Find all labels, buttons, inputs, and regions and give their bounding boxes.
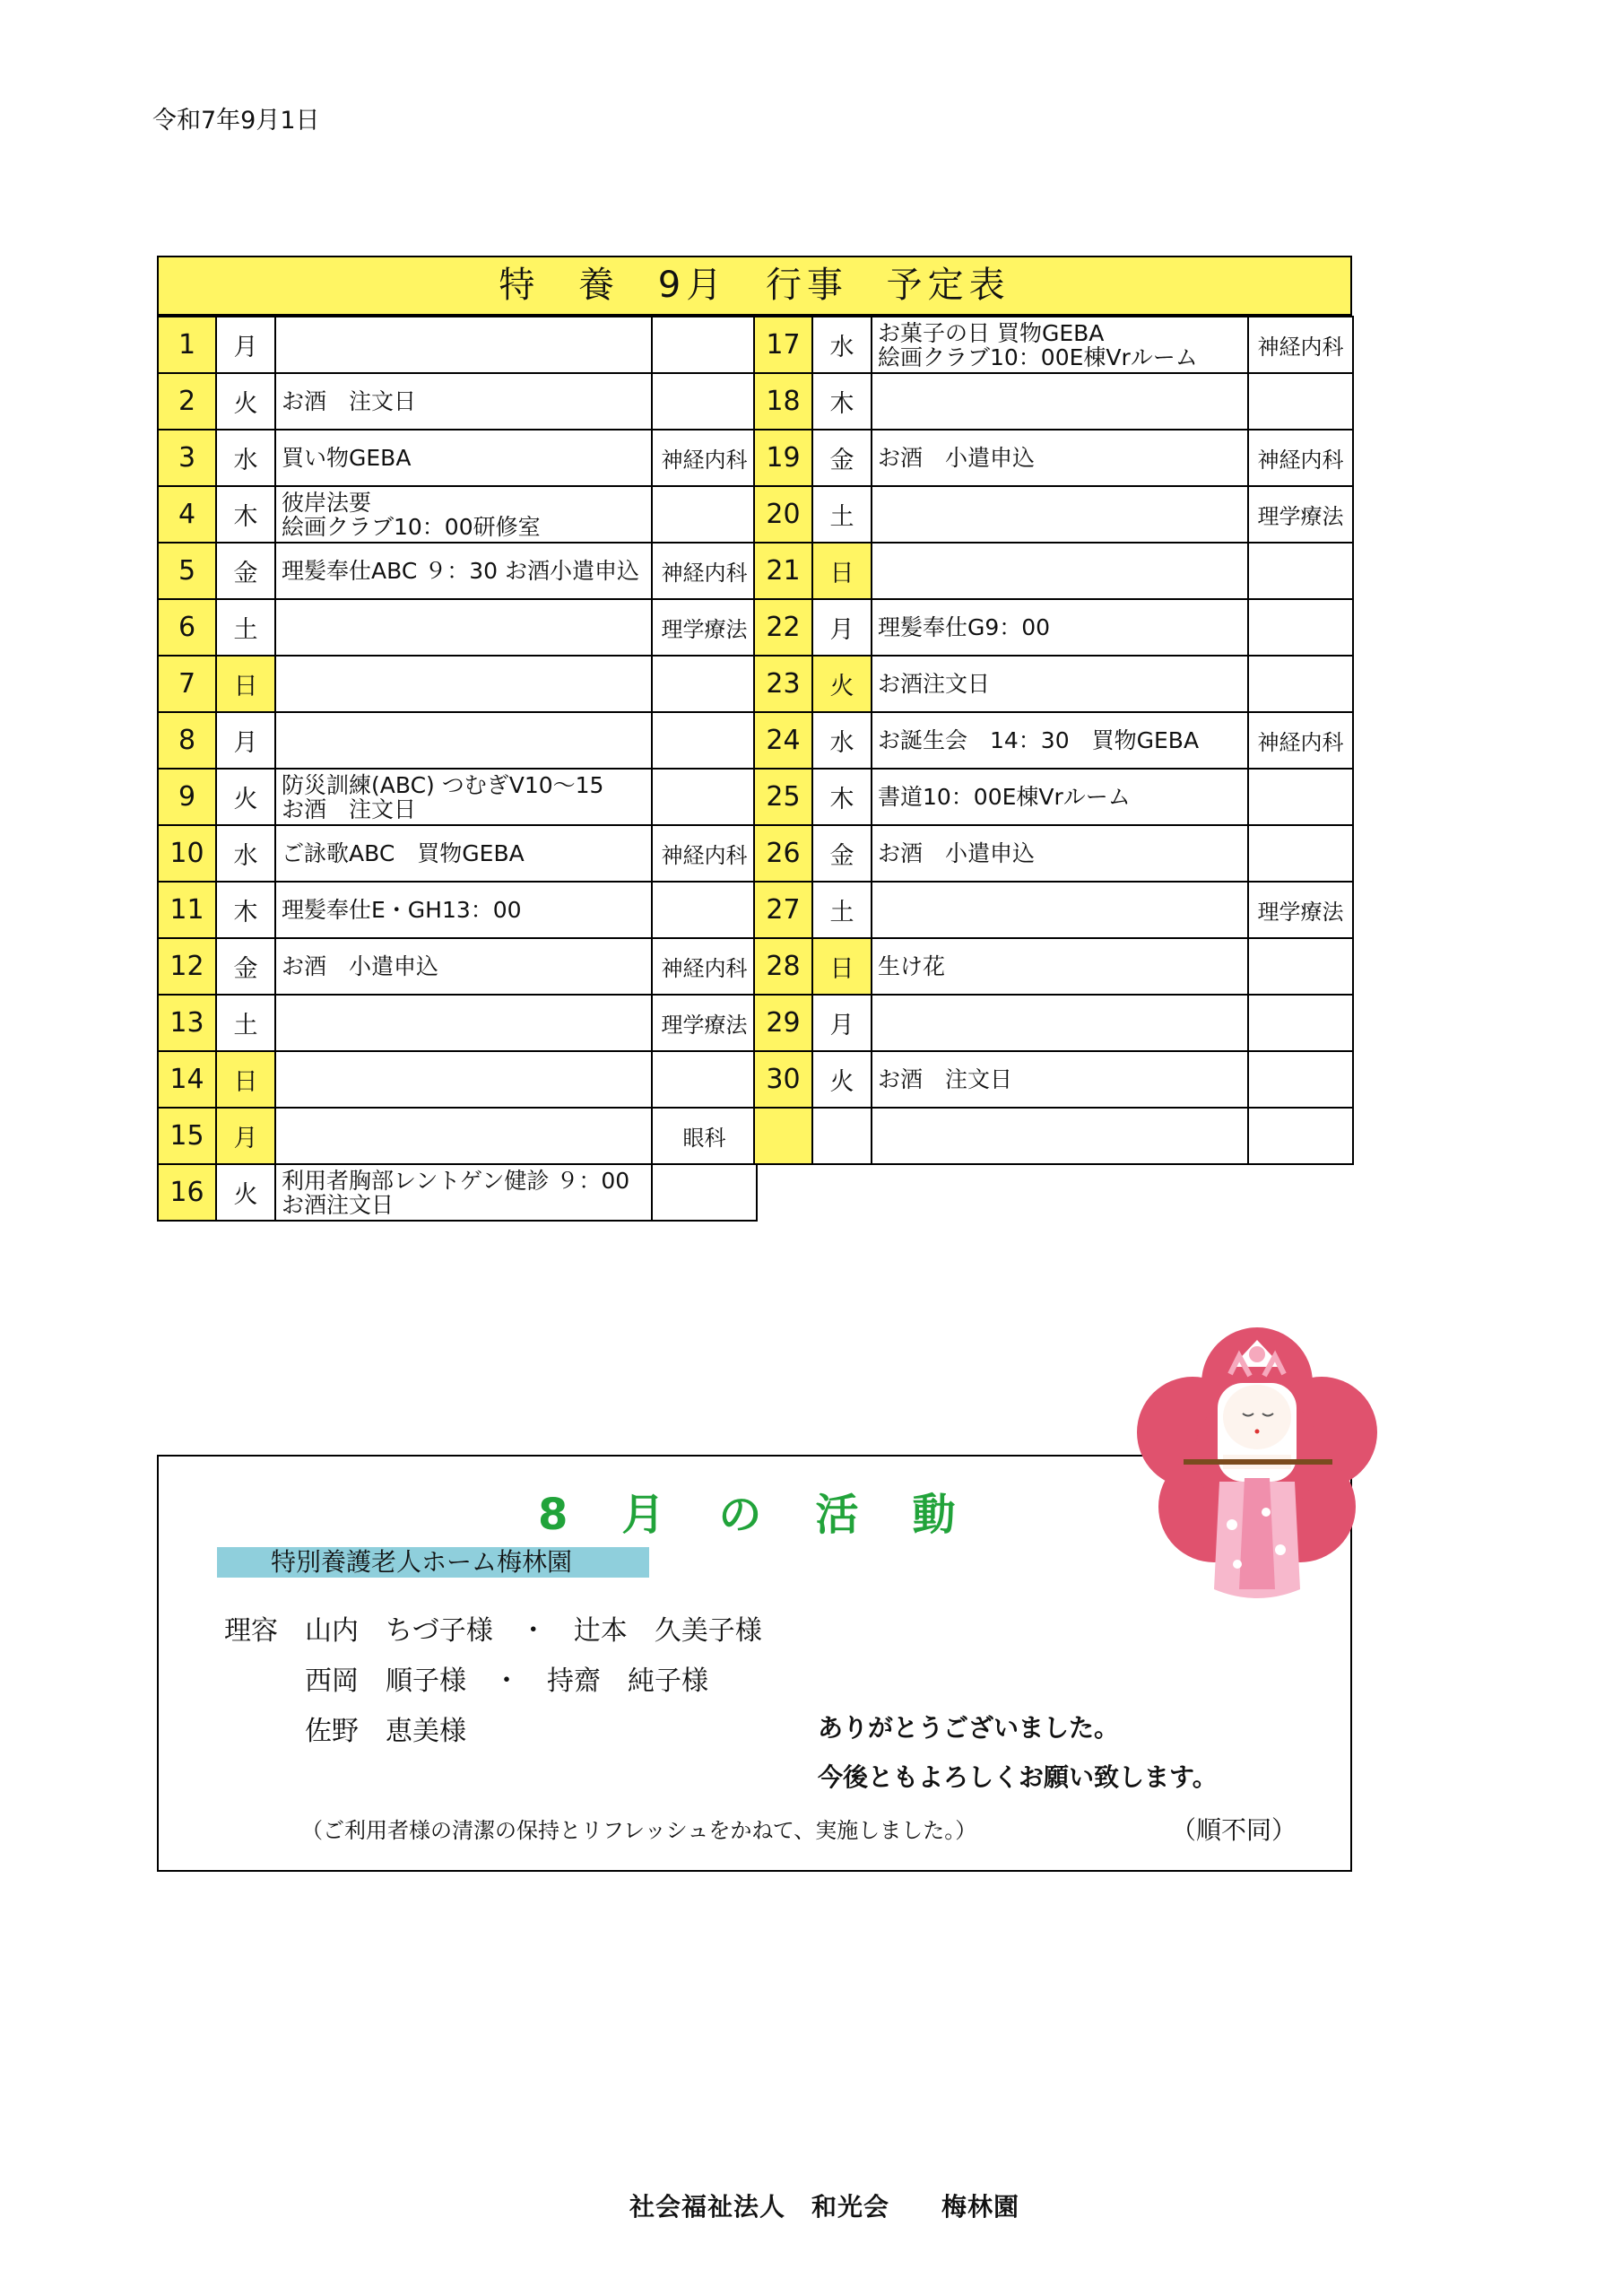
- day-of-week: 月: [812, 599, 872, 656]
- day-number: 13: [158, 995, 216, 1051]
- plum-doll-illustration: [1132, 1320, 1383, 1616]
- event-line: お酒注文日: [878, 672, 991, 696]
- day-of-week: 月: [216, 1108, 275, 1164]
- event-cell: [872, 712, 1248, 769]
- day-number: 22: [754, 599, 812, 656]
- day-of-week: 木: [812, 373, 872, 430]
- day-of-week: 火: [216, 373, 275, 430]
- event-cell: [872, 1108, 1248, 1164]
- medical-visit: [652, 373, 757, 430]
- medical-visit: [652, 1051, 757, 1108]
- event-line: お酒注文日: [282, 1192, 395, 1217]
- day-of-week: 水: [216, 825, 275, 882]
- event-cell: [872, 1051, 1248, 1108]
- activities-title-part: 動: [912, 1490, 958, 1540]
- day-of-week: 日: [812, 938, 872, 995]
- medical-visit: 理学療法: [652, 995, 757, 1051]
- medical-visit: [652, 317, 757, 373]
- day-number: 19: [754, 430, 812, 486]
- medical-visit: 眼科: [652, 1108, 757, 1164]
- day-of-week: 土: [216, 599, 275, 656]
- participants-line-1: 理容 山内 ちづ子様 ・ 辻本 久美子様: [224, 1615, 762, 1647]
- day-number: 29: [754, 995, 812, 1051]
- medical-visit: [652, 486, 757, 543]
- schedule-row: [754, 995, 1353, 1051]
- day-number: 18: [754, 373, 812, 430]
- medical-visit: 理学療法: [1248, 882, 1353, 938]
- event-line: 彼岸法要: [282, 490, 372, 515]
- event-line: 理髪奉仕G9：00: [878, 615, 1051, 639]
- schedule-row: [754, 1108, 1353, 1164]
- medical-visit: [1248, 543, 1353, 599]
- event-cell: [275, 599, 652, 656]
- event-cell: [872, 656, 1248, 712]
- day-of-week: 火: [216, 1164, 275, 1221]
- medical-visit: [652, 712, 757, 769]
- day-of-week: 日: [216, 1051, 275, 1108]
- activities-title-part: 8: [538, 1490, 570, 1540]
- medical-visit: [652, 769, 757, 825]
- event-line: お酒 注文日: [282, 796, 417, 822]
- title-part: 養: [578, 265, 620, 306]
- event-cell: [275, 486, 652, 543]
- day-number: 17: [754, 317, 812, 373]
- activities-title-part: 活: [815, 1490, 861, 1540]
- day-number: 2: [158, 373, 216, 430]
- event-cell: [275, 1164, 652, 1221]
- event-cell: [275, 938, 652, 995]
- day-of-week: 日: [812, 543, 872, 599]
- day-of-week: 土: [812, 882, 872, 938]
- day-number: 30: [754, 1051, 812, 1108]
- medical-visit: [652, 1164, 757, 1221]
- event-cell: [275, 373, 652, 430]
- event-cell: [275, 995, 652, 1051]
- medical-visit: [1248, 769, 1353, 825]
- day-of-week: 土: [812, 486, 872, 543]
- event-cell: [275, 543, 652, 599]
- event-line: ご詠歌ABC 買物GEBA: [282, 841, 525, 865]
- event-line: お酒 注文日: [878, 1067, 1013, 1091]
- day-number: 27: [754, 882, 812, 938]
- event-line: お酒 注文日: [282, 389, 417, 413]
- schedule-row: [754, 769, 1353, 825]
- medical-visit: [1248, 1051, 1353, 1108]
- medical-visit: [1248, 373, 1353, 430]
- event-cell: [275, 430, 652, 486]
- event-line: 生け花: [878, 954, 946, 978]
- day-of-week: 火: [216, 769, 275, 825]
- event-cell: [872, 825, 1248, 882]
- event-line: お酒 小遣申込: [878, 446, 1036, 470]
- medical-visit: [1248, 1108, 1353, 1164]
- event-line: 利用者胸部レントゲン健診 ９：00: [282, 1168, 630, 1193]
- medical-visit: 理学療法: [1248, 486, 1353, 543]
- event-cell: [872, 882, 1248, 938]
- event-cell: [275, 712, 652, 769]
- day-of-week: 木: [812, 769, 872, 825]
- day-of-week: 月: [216, 317, 275, 373]
- day-number: 24: [754, 712, 812, 769]
- medical-visit: [652, 882, 757, 938]
- event-cell: [275, 825, 652, 882]
- medical-visit: 神経内科: [1248, 317, 1353, 373]
- schedule-row: [754, 825, 1353, 882]
- medical-visit: 神経内科: [652, 938, 757, 995]
- event-cell: [275, 882, 652, 938]
- event-line: お誕生会 14：30 買物GEBA: [878, 728, 1200, 752]
- event-cell: [275, 656, 652, 712]
- schedule-row: [158, 373, 757, 430]
- event-line: 理髪奉仕E・GH13：00: [282, 898, 522, 922]
- schedule-row: [754, 1051, 1353, 1108]
- schedule-row: [754, 882, 1353, 938]
- event-line: お酒 小遣申込: [282, 954, 439, 978]
- event-cell: [275, 1108, 652, 1164]
- day-of-week: 木: [216, 486, 275, 543]
- day-of-week: 金: [216, 938, 275, 995]
- medical-visit: 理学療法: [652, 599, 757, 656]
- medical-visit: [1248, 825, 1353, 882]
- event-line: お菓子の日 買物GEBA: [878, 320, 1105, 345]
- schedule-row: [754, 430, 1353, 486]
- day-of-week: 火: [812, 656, 872, 712]
- organization-footer: 社会福祉法人 和光会 梅林園: [629, 2192, 1020, 2222]
- schedule-row: [158, 1164, 757, 1221]
- title-part: 9月: [657, 265, 728, 306]
- schedule-row: [754, 486, 1353, 543]
- schedule-row: [158, 656, 757, 712]
- schedule-row: [754, 656, 1353, 712]
- day-number: 14: [158, 1051, 216, 1108]
- continued-support-message: 今後ともよろしくお願い致します。: [818, 1762, 1218, 1792]
- activities-title-part: の: [718, 1490, 764, 1540]
- facility-label: 特別養護老人ホーム梅林園: [217, 1547, 649, 1578]
- day-of-week: 月: [216, 712, 275, 769]
- medical-visit: [1248, 995, 1353, 1051]
- medical-visit: 神経内科: [652, 430, 757, 486]
- schedule-title: [157, 256, 1352, 316]
- medical-visit: 神経内科: [652, 825, 757, 882]
- day-of-week: [812, 1108, 872, 1164]
- day-of-week: 水: [216, 430, 275, 486]
- medical-visit: [652, 656, 757, 712]
- day-of-week: 木: [216, 882, 275, 938]
- activity-note: （ご利用者様の清潔の保持とリフレッシュをかねて、実施しました。）: [301, 1818, 977, 1843]
- event-cell: [872, 599, 1248, 656]
- event-line: 絵画クラブ10：00E棟Vrルーム: [878, 344, 1198, 370]
- schedule-left-column: [157, 316, 758, 1222]
- event-line: 防災訓練(ABC) つむぎV10～15: [282, 772, 604, 797]
- day-of-week: 日: [216, 656, 275, 712]
- schedule-row: [158, 882, 757, 938]
- day-number: 20: [754, 486, 812, 543]
- title-part: 特: [499, 265, 541, 306]
- title-part: 行事: [765, 265, 848, 306]
- schedule-row: [158, 1108, 757, 1164]
- day-number: 11: [158, 882, 216, 938]
- issue-date: 令和7年9月1日: [152, 107, 320, 135]
- event-line: お酒 小遣申込: [878, 841, 1036, 865]
- medical-visit: 神経内科: [1248, 430, 1353, 486]
- day-number: 16: [158, 1164, 216, 1221]
- day-of-week: 土: [216, 995, 275, 1051]
- schedule-table: [157, 256, 1352, 1281]
- medical-visit: [1248, 599, 1353, 656]
- schedule-row: [158, 769, 757, 825]
- day-of-week: 水: [812, 317, 872, 373]
- day-number: 3: [158, 430, 216, 486]
- day-of-week: 月: [812, 995, 872, 1051]
- schedule-row: [754, 938, 1353, 995]
- activities-title-part: 月: [621, 1490, 667, 1540]
- medical-visit: 神経内科: [652, 543, 757, 599]
- event-cell: [872, 995, 1248, 1051]
- medical-visit: 神経内科: [1248, 712, 1353, 769]
- schedule-row: [158, 430, 757, 486]
- day-number: [754, 1108, 812, 1164]
- event-cell: [872, 769, 1248, 825]
- day-number: 21: [754, 543, 812, 599]
- event-cell: [872, 373, 1248, 430]
- schedule-row: [158, 486, 757, 543]
- medical-visit: [1248, 938, 1353, 995]
- day-number: 10: [158, 825, 216, 882]
- schedule-row: [158, 543, 757, 599]
- schedule-right-column: [753, 316, 1354, 1165]
- event-cell: [872, 317, 1248, 373]
- day-number: 6: [158, 599, 216, 656]
- day-number: 25: [754, 769, 812, 825]
- event-cell: [275, 317, 652, 373]
- day-number: 23: [754, 656, 812, 712]
- medical-visit: [1248, 656, 1353, 712]
- day-number: 4: [158, 486, 216, 543]
- event-line: 絵画クラブ10：00研修室: [282, 514, 541, 539]
- schedule-row: [158, 825, 757, 882]
- event-cell: [275, 1051, 652, 1108]
- event-cell: [872, 938, 1248, 995]
- day-number: 12: [158, 938, 216, 995]
- event-line: 書道10：00E棟Vrルーム: [878, 785, 1131, 809]
- day-number: 5: [158, 543, 216, 599]
- schedule-row: [158, 599, 757, 656]
- participants-line-2: 西岡 順子様 ・ 持齋 純子様: [305, 1665, 708, 1697]
- day-number: 9: [158, 769, 216, 825]
- order-note: （順不同）: [1171, 1815, 1297, 1845]
- schedule-row: [754, 599, 1353, 656]
- schedule-row: [158, 712, 757, 769]
- participants-line-3: 佐野 恵美様: [305, 1716, 466, 1747]
- event-cell: [872, 430, 1248, 486]
- event-line: 買い物GEBA: [282, 446, 412, 470]
- thanks-message: ありがとうございました。: [818, 1713, 1120, 1743]
- schedule-row: [158, 995, 757, 1051]
- schedule-row: [754, 317, 1353, 373]
- schedule-row: [754, 712, 1353, 769]
- schedule-row: [158, 317, 757, 373]
- title-part: 予定表: [886, 265, 1010, 306]
- day-number: 7: [158, 656, 216, 712]
- event-cell: [872, 486, 1248, 543]
- day-of-week: 水: [812, 712, 872, 769]
- day-number: 8: [158, 712, 216, 769]
- day-number: 26: [754, 825, 812, 882]
- day-number: 28: [754, 938, 812, 995]
- day-of-week: 金: [812, 825, 872, 882]
- day-number: 1: [158, 317, 216, 373]
- day-of-week: 金: [812, 430, 872, 486]
- event-cell: [872, 543, 1248, 599]
- day-of-week: 金: [216, 543, 275, 599]
- activities-title: [538, 1480, 1009, 1542]
- day-of-week: 火: [812, 1051, 872, 1108]
- event-line: 理髪奉仕ABC ９：30 お酒小遣申込: [282, 559, 639, 583]
- schedule-row: [158, 938, 757, 995]
- schedule-row: [754, 543, 1353, 599]
- day-number: 15: [158, 1108, 216, 1164]
- schedule-row: [158, 1051, 757, 1108]
- schedule-row: [754, 373, 1353, 430]
- event-cell: [275, 769, 652, 825]
